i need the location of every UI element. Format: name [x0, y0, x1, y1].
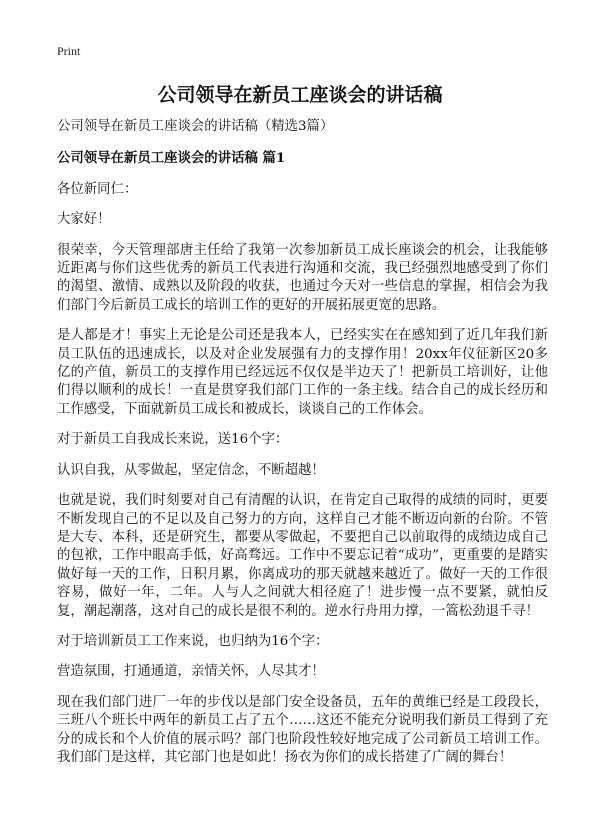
- greeting: 大家好！: [57, 212, 111, 228]
- salutation: 各位新同仁：: [57, 181, 138, 197]
- print-link[interactable]: Print: [57, 44, 81, 58]
- motto: 认识自我，从零做起，坚定信念，不断超越！: [57, 462, 325, 478]
- paragraph: 也就是说，我们时刻要对自己有清醒的认识，在肯定自己取得的成绩的同时，更要不断发现自己的不足以及自己努力的方向，这样自己才能不断迈向新的台阶。不管是大专、本科，还是研究生，都要从零做起，不要把自己以前取得的成绩边成自己的包袱，工作中眼高手低，好高骛远。工作中不要忘记着“成功”，更重要的是踏实做好每一天的工作，日积月累，你离成功的那天就越来越近了。做好一天的工作很容易，做好一年，二年。人与人之间就大相径庭了！进步慢一点不要紧，就怕反复，潮起潮落，这对自己的成长是很不利的。逆水行舟用力撑，一篙松劲退千寻！: [57, 493, 548, 619]
- paragraph: 对于培训新员工工作来说，也归纳为16个字：: [57, 633, 329, 649]
- section-heading: 公司领导在新员工座谈会的讲话稿 篇1: [57, 150, 286, 167]
- paragraph: 是人都是才！事实上无论是公司还是我本人，已经实实在在感知到了近几年我们新员工队伍的迅速成长，以及对企业发展强有力的支撑作用！20xx年仪征新区20多亿的产值，新员工的支撑作用已经远远不仅仅是半边天了！把新员工培训好，让他们得以顺利的成长！一直是贯穿我们部门工作的一条主线。结合自己的成长经历和工作感受，下面就新员工成长和被成长，谈谈自己的工作体会。: [57, 328, 548, 417]
- motto: 营造氛围，打通通道，亲情关怀，人尽其才！: [57, 664, 325, 680]
- paragraph: 现在我们部门进厂一年的步伐以是部门安全设备员，五年的黄维已经是工段段长，三班八个班长中两年的新员工占了五个……这还不能充分说明我们新员工得到了充分的成长和个人价值的展示吗？部门也阶段性较好地完成了公司新员工培训工作。我们部门是这样，其它部门也是如此！扬衣为你们的成长搭建了广阔的舞台！: [57, 694, 548, 765]
- document-subtitle: 公司领导在新员工座谈会的讲话稿（精选3篇）: [57, 119, 334, 134]
- paragraph: 对于新员工自我成长来说，送16个字：: [57, 432, 289, 448]
- document-title: 公司领导在新员工座谈会的讲话稿: [157, 84, 443, 106]
- paragraph: 很荣幸，今天管理部唐主任给了我第一次参加新员工成长座谈会的机会，让我能够近距离与你们这些优秀的新员工代表进行沟通和交流，我已经强烈地感受到了你们的渴望、激情、成熟以及阶段的收获，也通过今天对一些信息的掌握，相信会为我们部门今后新员工成长的培训工作的更好的开展拓展更宽的思路。: [57, 242, 548, 313]
- document-body: [57, 118, 548, 779]
